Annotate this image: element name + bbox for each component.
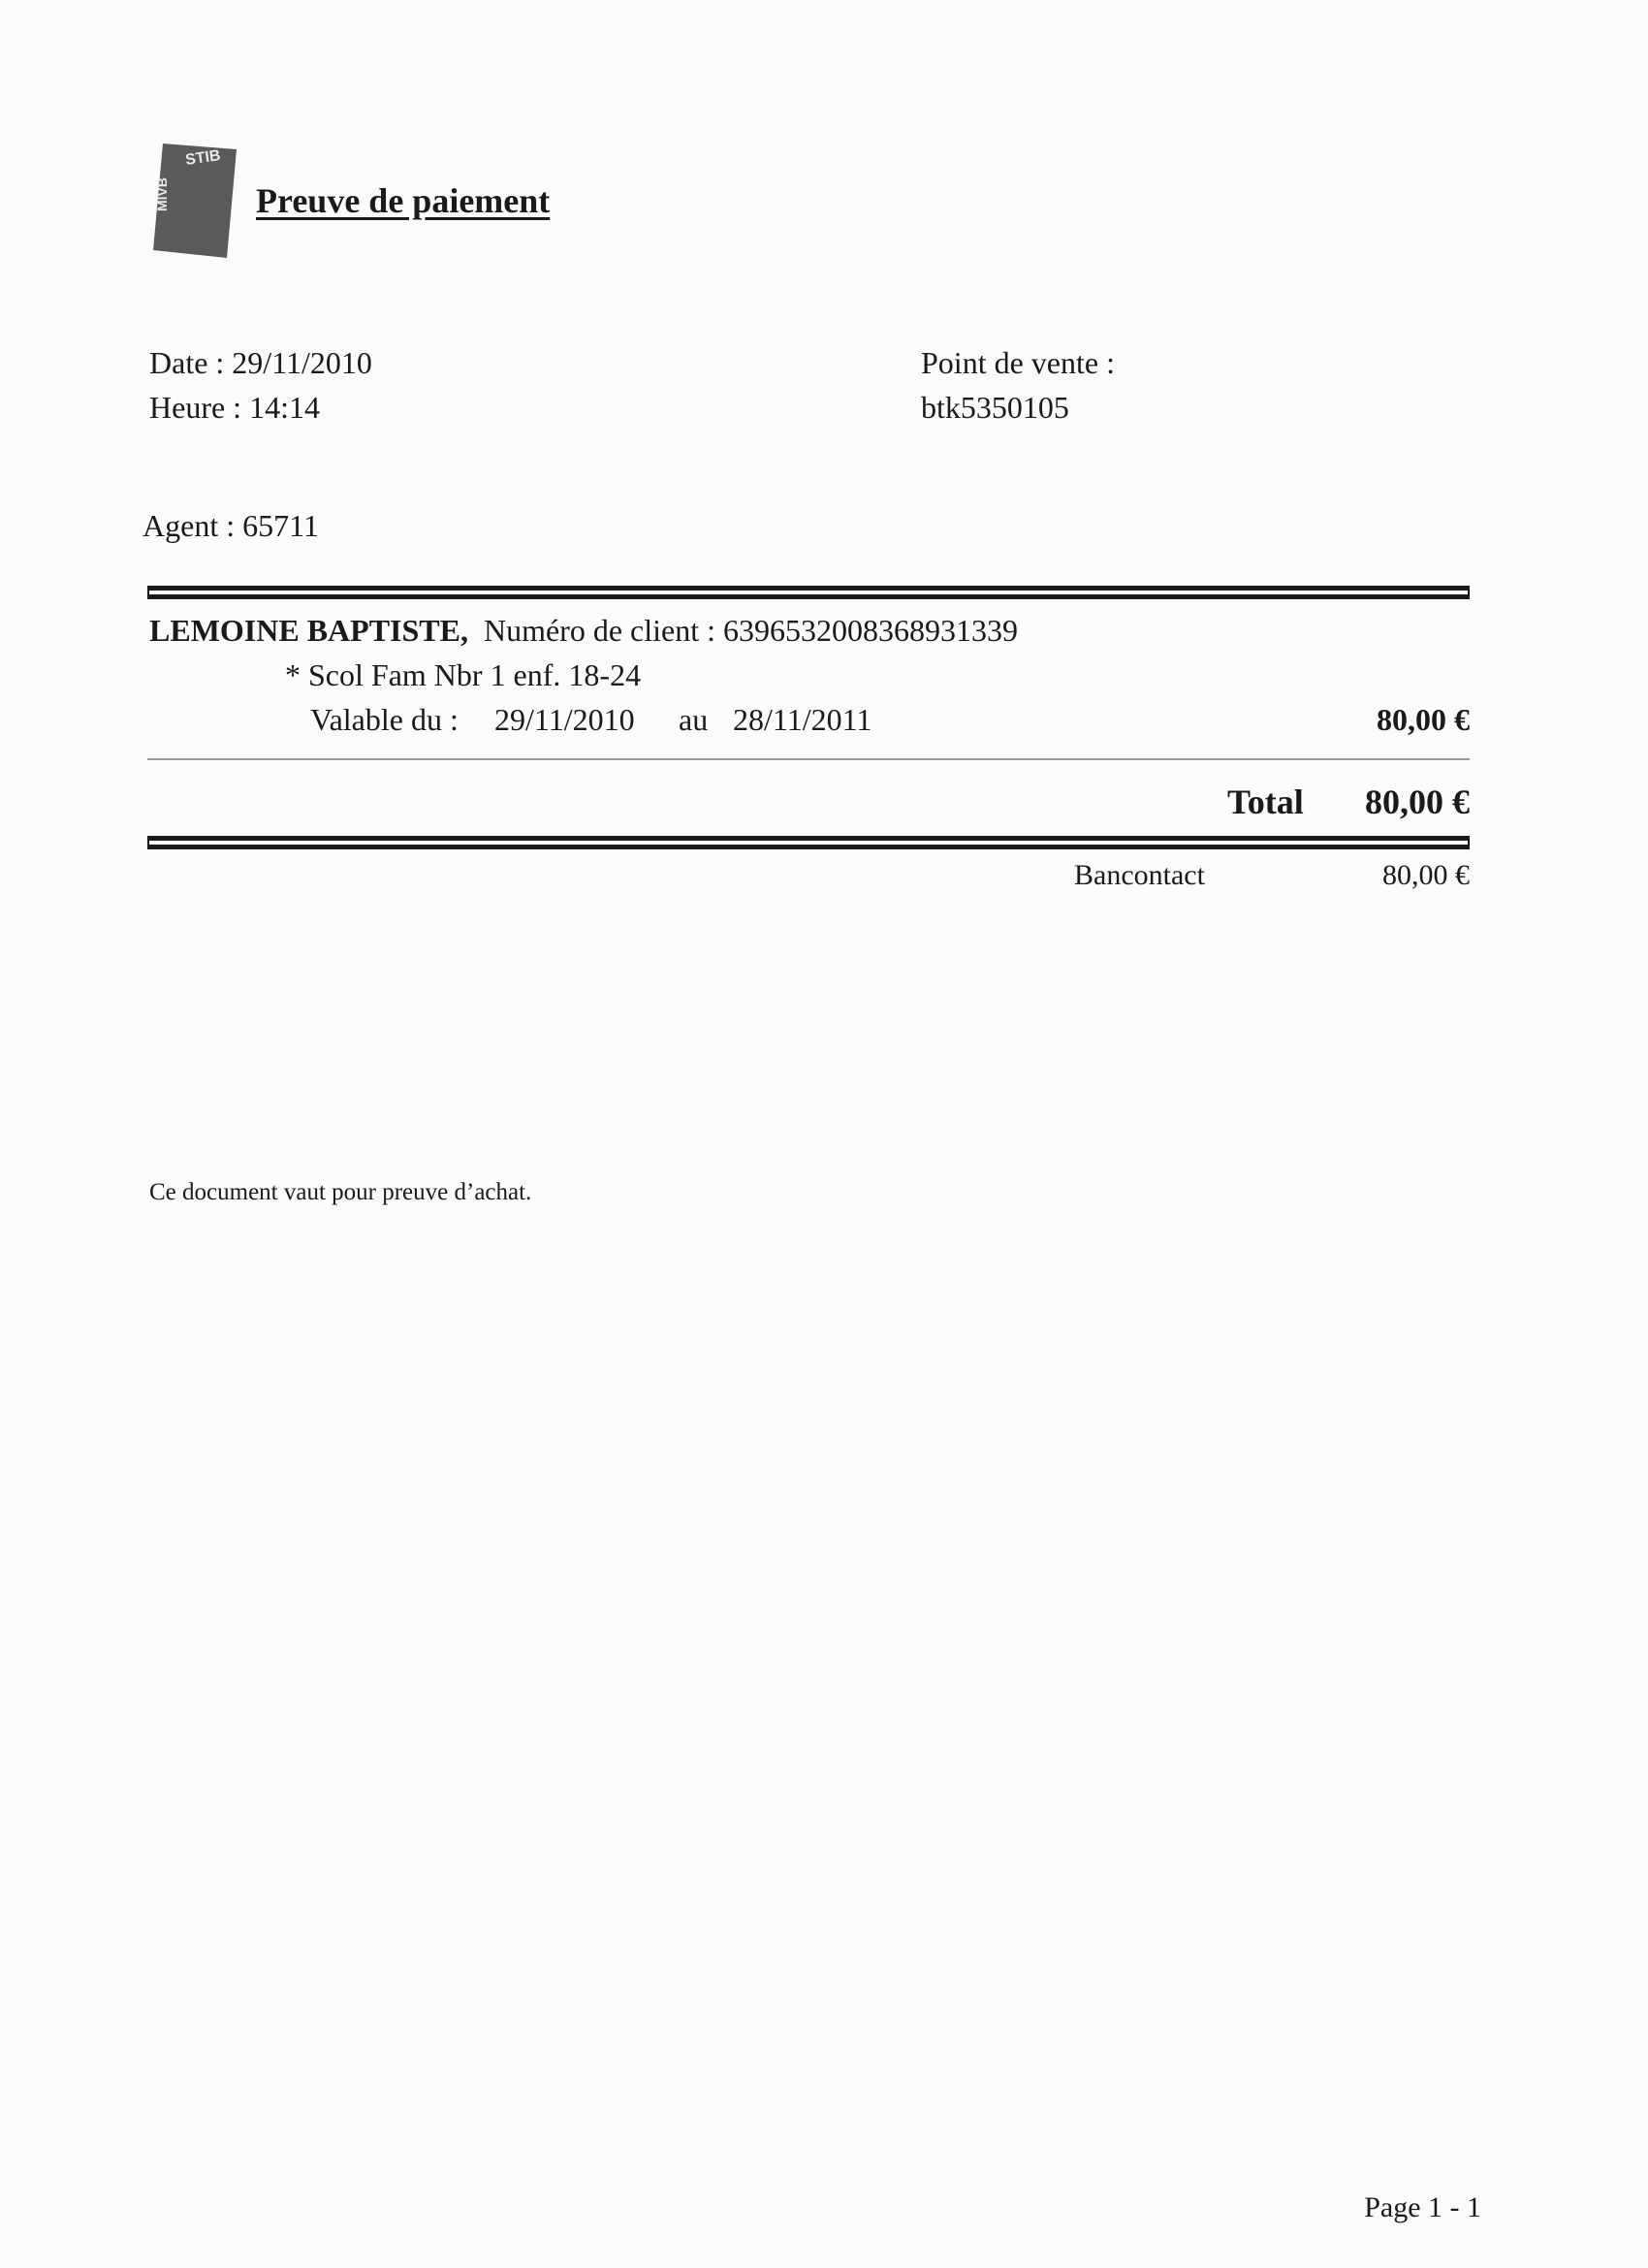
valid-to: 28/11/2011: [733, 702, 872, 737]
time-line: Heure : 14:14: [149, 390, 320, 425]
point-de-vente-label: Point de vente :: [921, 345, 1115, 380]
payment-method: Bancontact: [1074, 859, 1205, 891]
page-number: Page 1 - 1: [1364, 2191, 1481, 2223]
valid-from: 29/11/2010: [494, 702, 635, 737]
svg-text:MIVB: MIVB: [154, 177, 170, 211]
thin-rule: [147, 758, 1470, 760]
valid-to-label: au: [679, 702, 709, 737]
point-de-vente-value: btk5350105: [921, 390, 1069, 425]
product-line: * Scol Fam Nbr 1 enf. 18-24: [285, 657, 642, 692]
customer-name: LEMOINE BAPTISTE,: [149, 613, 468, 648]
customer-line: [149, 613, 1018, 649]
agent-line: Agent : 65711: [143, 508, 319, 543]
purchase-proof-note: Ce document vaut pour preuve d’achat.: [149, 1179, 532, 1205]
client-number: Numéro de client : 6396532008368931339: [483, 613, 1018, 648]
date-line: Date : 29/11/2010: [149, 345, 372, 380]
page-title: Preuve de paiement: [256, 181, 551, 220]
stib-logo: [153, 144, 237, 258]
line-amount: 80,00 €: [1377, 702, 1470, 737]
total-label: Total: [1227, 783, 1304, 821]
payment-amount: 80,00 €: [1382, 859, 1470, 891]
top-double-rule: [147, 586, 1470, 599]
total-amount: 80,00 €: [1365, 783, 1470, 821]
valid-label: Valable du :: [310, 702, 459, 737]
bottom-double-rule: [147, 836, 1470, 849]
svg-text:STIB: STIB: [184, 147, 222, 169]
